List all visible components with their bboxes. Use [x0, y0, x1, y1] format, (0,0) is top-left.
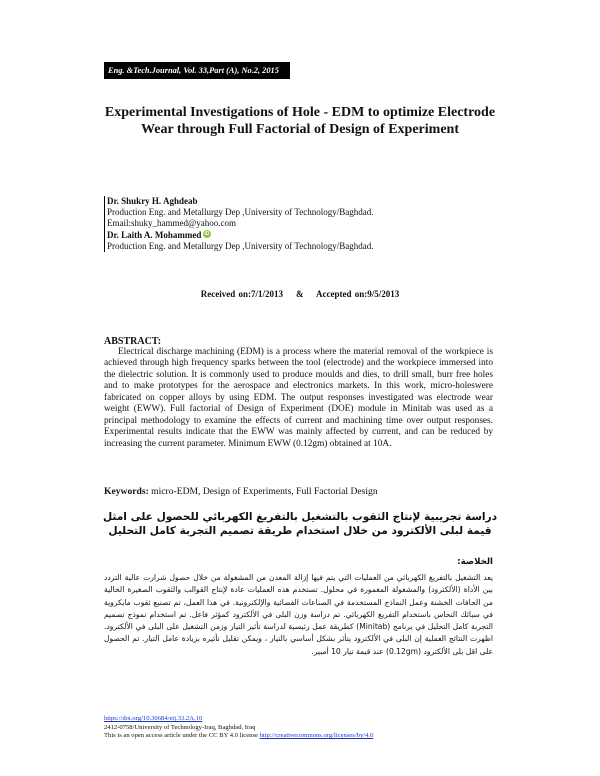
license-text: This is an open access article under the CC BY 4.0 license — [104, 732, 260, 740]
keywords-line — [104, 486, 504, 497]
arabic-summary-heading: الخلاصة: — [457, 557, 493, 567]
authors-block — [104, 196, 467, 252]
journal-header: Eng. &Tech.Journal, Vol. 33,Part (A), No.2, 2015 — [104, 62, 290, 79]
author-2-affiliation: Production Eng. and Metallurgy Dep ,University of Technology/Baghdad. — [107, 240, 374, 251]
abstract-heading: ABSTRACT: — [104, 336, 162, 347]
doi-link[interactable]: https://doi.org/10.30684/etj.33.2A.10 — [104, 715, 203, 722]
paper-title: Experimental Investigations of Hole - EDM to optimize Electrode Wear through Full Factorial of Design of Experiment — [104, 105, 496, 137]
keywords-label: Keywords: — [104, 486, 149, 497]
issn-line: 2412-0758/University of Technology-Iraq, Baghdad, Iraq — [104, 723, 256, 731]
footer — [104, 715, 504, 741]
license-link[interactable]: http://creativecommons.org/licenses/by/4.0 — [259, 732, 374, 740]
keywords-list: micro-EDM, Design of Experiments, Full Factorial Design — [148, 486, 378, 497]
arabic-summary: يعد التشغيل بالتفريغ الكهربائي من العمليات التي يتم فيها إزالة المعدن من المشغولة من خلال حصول شرارت عالية التردد بين الأداة (الألكترود) والمشغولة المغمورة في محلول. تستخدم هذه العمليات عادة لإنتاج القوالب والثقوب الصغيرة الخالية من الحافات الخشنة وعمل النماذج المستخدمة في الصناعات الفضائية والإلكترونية. في هذا العمل، تم تصنيع ثقوب مايكروية في سبائك النحاس باستخدام التفريغ الكهربائي. تم دراسة وزن البلى في الألكترود كمؤثر فاعل. تم استخدام نموذج تصميم التجربة كامل التحليل في برنامج (Minitab) كطريقة عمل رئيسية لدراسة تأثير التيار وزمن التشغيل على البلى في الألكترود. اظهرت النتائج العملية إن البلى في الألكترود يتأثر بشكل أساسي بالتيار ، ويمكن تقليل تأثيره بزيادة عامل التيار. تم الحصول على اقل بلى الألكترود (0.12gm) عند قيمة تيار 10 أمبير. — [104, 573, 493, 656]
date-separator: & — [295, 289, 304, 299]
abstract-text: Electrical discharge machining (EDM) is a process where the material removal of the workpiece is achieved through high frequency sparks between the tool (electrode) and the workpiece immersed into the dielectric solution. It is commonly used to produce moulds and dies, to drill small, burr free holes and to make prototypes for the aerospace and electronics markets. In this work, micro-holeswere fabricated on copper alloys by using EDM. The output responses investigated was electrode wear weight (EWW). Full factorial of Design of Experiment (DOE) module in Minitab was used as a principal methodology to examine the effects of current and machining time over output responses. Experimental results indicate that the EWW was mainly affected by current, and can be reduced by increasing the current parameter. Minimum EWW (0.12gm) obtained at 10A. — [104, 347, 493, 449]
orcid-icon[interactable] — [203, 230, 211, 238]
arabic-title: دراسة تجريبية لإنتاج الثقوب بالتشغيل بالتفريغ الكهربائي للحصول على امثل قيمة لبلى الألكترود من خلال استخدام طريقة تصميم التجربة كامل التحليل — [102, 511, 498, 537]
author-2-name: Dr. Laith A. Mohammed — [107, 229, 202, 240]
author-1-email[interactable]: Email:shuky_hammed@yahoo.com — [107, 218, 237, 229]
author-1-affiliation: Production Eng. and Metallurgy Dep ,University of Technology/Baghdad. — [107, 207, 374, 218]
received-date: Received on:7/1/2013 — [200, 289, 283, 299]
author-1-name: Dr. Shukry H. Aghdeab — [107, 196, 198, 206]
received-accepted-line — [0, 289, 600, 299]
accepted-date: Accepted on:9/5/2013 — [316, 289, 400, 299]
